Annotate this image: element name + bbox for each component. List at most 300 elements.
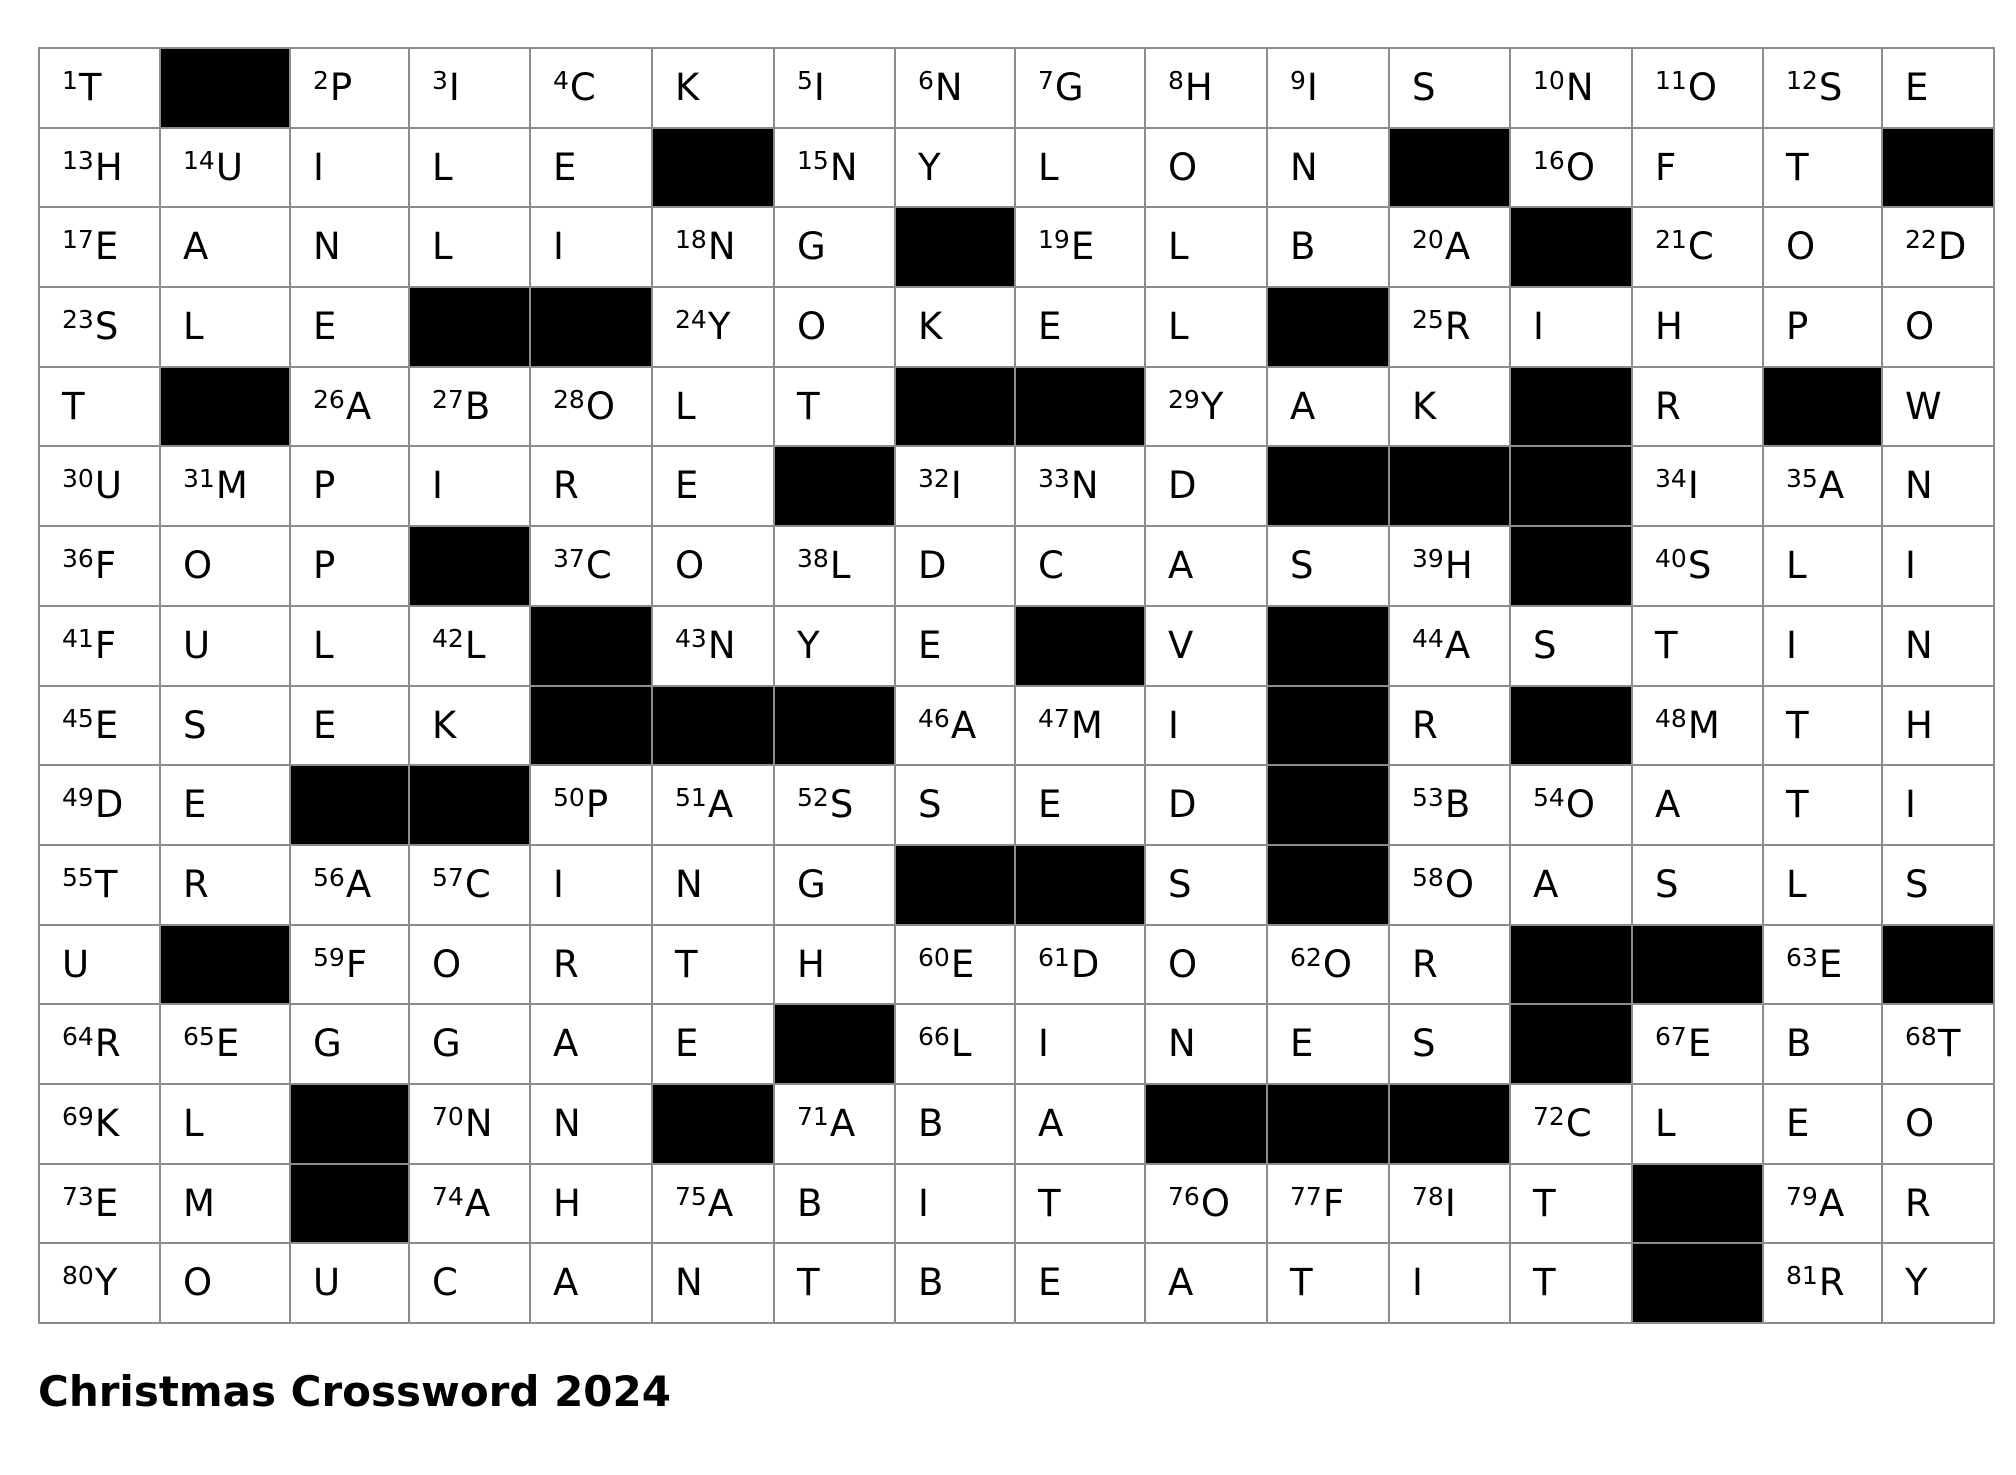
cell-content — [918, 303, 942, 351]
letter-cell[interactable] — [652, 925, 774, 1005]
cell-content — [675, 622, 736, 674]
letter-cell[interactable] — [160, 1084, 290, 1164]
letter-cell[interactable] — [1145, 367, 1267, 447]
letter-cell[interactable] — [1015, 207, 1145, 287]
cell-content — [1905, 861, 1929, 909]
letter-cell[interactable] — [39, 1243, 160, 1323]
letter-cell[interactable] — [530, 765, 652, 845]
cell-content — [918, 941, 974, 993]
letter-cell[interactable] — [39, 48, 160, 128]
letter-cell[interactable] — [1632, 207, 1763, 287]
letter-cell[interactable] — [39, 606, 160, 686]
letter-cell[interactable] — [1882, 1084, 1994, 1164]
letter-cell[interactable] — [1267, 128, 1389, 208]
cell-letter: A — [1168, 1261, 1194, 1305]
letter-cell[interactable] — [530, 526, 652, 606]
letter-cell[interactable] — [1015, 446, 1145, 526]
letter-cell[interactable] — [652, 207, 774, 287]
cell-letter: H — [553, 1181, 581, 1225]
letter-cell[interactable] — [652, 1164, 774, 1244]
letter-cell[interactable] — [1267, 1164, 1389, 1244]
cell-content — [1038, 223, 1094, 275]
letter-cell[interactable] — [409, 207, 530, 287]
letter-cell[interactable] — [1389, 1004, 1510, 1084]
cell-content — [553, 223, 564, 271]
letter-cell[interactable] — [652, 367, 774, 447]
letter-cell[interactable] — [1015, 48, 1145, 128]
letter-cell[interactable] — [1510, 1084, 1632, 1164]
cell-letter: O — [1905, 1101, 1935, 1145]
letter-cell[interactable] — [1267, 367, 1389, 447]
letter-cell[interactable] — [895, 1164, 1015, 1244]
letter-cell[interactable] — [1510, 1243, 1632, 1323]
letter-cell[interactable] — [1882, 686, 1994, 766]
clue-number: 17 — [62, 225, 94, 255]
cell-letter: S — [1905, 862, 1929, 906]
cell-content — [1168, 702, 1179, 750]
letter-cell[interactable] — [1145, 845, 1267, 925]
letter-cell[interactable] — [290, 446, 409, 526]
letter-cell[interactable] — [1267, 48, 1389, 128]
cell-letter: L — [183, 305, 204, 349]
letter-cell[interactable] — [409, 1243, 530, 1323]
cell-content — [313, 1259, 340, 1307]
letter-cell[interactable] — [1632, 1084, 1763, 1164]
cell-letter: A — [345, 384, 372, 428]
letter-cell[interactable] — [1763, 686, 1882, 766]
cell-letter: F — [1322, 1181, 1345, 1225]
letter-cell[interactable] — [290, 1243, 409, 1323]
cell-letter: E — [1038, 1261, 1062, 1305]
cell-letter: A — [1818, 464, 1845, 508]
letter-cell[interactable] — [1015, 1243, 1145, 1323]
cell-letter: E — [1038, 783, 1062, 827]
letter-cell[interactable] — [652, 1004, 774, 1084]
letter-cell[interactable] — [1015, 925, 1145, 1005]
cell-content — [675, 223, 736, 275]
letter-cell[interactable] — [1763, 1164, 1882, 1244]
letter-cell[interactable] — [290, 526, 409, 606]
letter-cell[interactable] — [774, 1164, 895, 1244]
letter-cell[interactable] — [1763, 287, 1882, 367]
letter-cell[interactable] — [652, 1243, 774, 1323]
letter-cell[interactable] — [774, 287, 895, 367]
letter-cell[interactable] — [39, 845, 160, 925]
letter-cell[interactable] — [1389, 526, 1510, 606]
letter-cell[interactable] — [1763, 845, 1882, 925]
letter-cell[interactable] — [1632, 287, 1763, 367]
letter-cell[interactable] — [1389, 845, 1510, 925]
letter-cell[interactable] — [409, 606, 530, 686]
letter-cell[interactable] — [160, 686, 290, 766]
cell-content — [553, 941, 579, 989]
clue-number: 33 — [1038, 464, 1070, 494]
cell-letter: L — [1038, 145, 1059, 189]
letter-cell[interactable] — [39, 765, 160, 845]
letter-cell[interactable] — [1882, 367, 1994, 447]
letter-cell[interactable] — [1145, 446, 1267, 526]
letter-cell[interactable] — [290, 606, 409, 686]
letter-cell[interactable] — [895, 925, 1015, 1005]
letter-cell[interactable] — [1510, 1164, 1632, 1244]
cell-letter: E — [675, 1022, 699, 1066]
cell-letter: O — [675, 544, 705, 588]
letter-cell[interactable] — [1632, 1004, 1763, 1084]
cell-letter: T — [1786, 783, 1809, 827]
cell-content — [1655, 1100, 1676, 1148]
letter-cell[interactable] — [409, 845, 530, 925]
letter-cell[interactable] — [895, 686, 1015, 766]
letter-cell[interactable] — [1763, 925, 1882, 1005]
letter-cell[interactable] — [39, 1004, 160, 1084]
letter-cell[interactable] — [39, 1084, 160, 1164]
letter-cell[interactable] — [530, 207, 652, 287]
letter-cell[interactable] — [895, 287, 1015, 367]
cell-letter: L — [1168, 225, 1189, 269]
cell-letter: T — [1533, 1181, 1556, 1225]
letter-cell[interactable] — [1145, 287, 1267, 367]
cell-letter: U — [313, 1261, 341, 1305]
letter-cell[interactable] — [1882, 1243, 1994, 1323]
cell-letter: S — [1168, 862, 1192, 906]
letter-cell[interactable] — [160, 1004, 290, 1084]
letter-cell[interactable] — [409, 686, 530, 766]
letter-cell[interactable] — [1015, 686, 1145, 766]
letter-cell[interactable] — [1389, 765, 1510, 845]
letter-cell[interactable] — [1145, 765, 1267, 845]
letter-cell[interactable] — [1632, 765, 1763, 845]
letter-cell[interactable] — [1882, 48, 1994, 128]
cell-letter: T — [94, 862, 118, 906]
cell-content — [1905, 1100, 1934, 1148]
letter-cell[interactable] — [1632, 845, 1763, 925]
letter-cell[interactable] — [895, 1243, 1015, 1323]
letter-cell[interactable] — [39, 446, 160, 526]
letter-cell[interactable] — [39, 367, 160, 447]
black-square — [530, 287, 652, 367]
letter-cell[interactable] — [1510, 287, 1632, 367]
letter-cell[interactable] — [290, 48, 409, 128]
cell-content — [62, 223, 118, 275]
letter-cell[interactable] — [409, 1164, 530, 1244]
letter-cell[interactable] — [409, 367, 530, 447]
letter-cell[interactable] — [1882, 606, 1994, 686]
cell-letter: C — [464, 862, 491, 906]
letter-cell[interactable] — [290, 207, 409, 287]
letter-cell[interactable] — [160, 845, 290, 925]
letter-cell[interactable] — [409, 1004, 530, 1084]
letter-cell[interactable] — [1510, 128, 1632, 208]
cell-letter: N — [1290, 145, 1318, 189]
letter-cell[interactable] — [652, 606, 774, 686]
letter-cell[interactable] — [774, 925, 895, 1005]
letter-cell[interactable] — [39, 686, 160, 766]
cell-letter: E — [215, 1022, 240, 1066]
cell-content — [1168, 223, 1189, 271]
letter-cell[interactable] — [1510, 845, 1632, 925]
letter-cell[interactable] — [1267, 925, 1389, 1005]
letter-cell[interactable] — [530, 1084, 652, 1164]
letter-cell[interactable] — [1015, 765, 1145, 845]
letter-cell[interactable] — [1763, 1243, 1882, 1323]
letter-cell[interactable] — [1882, 1164, 1994, 1244]
letter-cell[interactable] — [290, 925, 409, 1005]
letter-cell[interactable] — [1763, 1084, 1882, 1164]
letter-cell[interactable] — [1145, 128, 1267, 208]
cell-letter: O — [1168, 942, 1198, 986]
letter-cell[interactable] — [1763, 446, 1882, 526]
cell-letter: R — [183, 862, 209, 906]
clue-number: 25 — [1412, 305, 1444, 335]
letter-cell[interactable] — [1882, 845, 1994, 925]
letter-cell[interactable] — [1632, 48, 1763, 128]
letter-cell[interactable] — [530, 128, 652, 208]
cell-content — [432, 622, 485, 674]
letter-cell[interactable] — [774, 367, 895, 447]
cell-content — [1905, 1259, 1928, 1307]
letter-cell[interactable] — [774, 128, 895, 208]
letter-cell[interactable] — [1389, 1164, 1510, 1244]
cell-content — [1786, 861, 1807, 909]
letter-cell[interactable] — [1882, 765, 1994, 845]
letter-cell[interactable] — [1145, 207, 1267, 287]
letter-cell[interactable] — [1145, 1004, 1267, 1084]
letter-cell[interactable] — [1145, 606, 1267, 686]
letter-cell[interactable] — [1145, 48, 1267, 128]
letter-cell[interactable] — [1145, 1243, 1267, 1323]
letter-cell[interactable] — [39, 207, 160, 287]
letter-cell[interactable] — [1510, 48, 1632, 128]
letter-cell[interactable] — [160, 606, 290, 686]
letter-cell[interactable] — [774, 526, 895, 606]
letter-cell[interactable] — [290, 686, 409, 766]
letter-cell[interactable] — [530, 1243, 652, 1323]
clue-number: 23 — [62, 305, 94, 335]
letter-cell[interactable] — [652, 765, 774, 845]
letter-cell[interactable] — [895, 446, 1015, 526]
letter-cell[interactable] — [160, 1243, 290, 1323]
letter-cell[interactable] — [1389, 1243, 1510, 1323]
cell-content — [675, 542, 704, 590]
cell-content — [62, 941, 89, 989]
cell-content — [1038, 1259, 1061, 1307]
cell-letter: T — [78, 66, 102, 109]
letter-cell[interactable] — [652, 526, 774, 606]
letter-cell[interactable] — [1510, 765, 1632, 845]
cell-letter: M — [215, 464, 248, 508]
clue-number: 73 — [62, 1181, 94, 1211]
cell-content — [918, 64, 963, 116]
letter-cell[interactable] — [409, 128, 530, 208]
letter-cell[interactable] — [774, 48, 895, 128]
cell-letter: P — [1786, 305, 1809, 349]
letter-cell[interactable] — [39, 1164, 160, 1244]
letter-cell[interactable] — [1882, 1004, 1994, 1084]
cell-content — [432, 702, 456, 750]
letter-cell[interactable] — [895, 606, 1015, 686]
letter-cell[interactable] — [1015, 1084, 1145, 1164]
letter-cell[interactable] — [39, 526, 160, 606]
cell-content — [1412, 64, 1436, 112]
letter-cell[interactable] — [1389, 207, 1510, 287]
letter-cell[interactable] — [290, 1004, 409, 1084]
letter-cell[interactable] — [1015, 1164, 1145, 1244]
letter-cell[interactable] — [1015, 1004, 1145, 1084]
letter-cell[interactable] — [530, 925, 652, 1005]
cell-content — [313, 941, 367, 993]
letter-cell[interactable] — [160, 287, 290, 367]
letter-cell[interactable] — [774, 1243, 895, 1323]
letter-cell[interactable] — [1763, 606, 1882, 686]
letter-cell[interactable] — [39, 128, 160, 208]
letter-cell[interactable] — [1763, 526, 1882, 606]
letter-cell[interactable] — [895, 1004, 1015, 1084]
letter-cell[interactable] — [1632, 606, 1763, 686]
letter-cell[interactable] — [1632, 686, 1763, 766]
black-square — [1882, 925, 1994, 1005]
letter-cell[interactable] — [1015, 287, 1145, 367]
letter-cell[interactable] — [290, 845, 409, 925]
letter-cell[interactable] — [160, 446, 290, 526]
letter-cell[interactable] — [652, 446, 774, 526]
cell-content — [1412, 1020, 1436, 1068]
letter-cell[interactable] — [652, 287, 774, 367]
letter-cell[interactable] — [1763, 207, 1882, 287]
letter-cell[interactable] — [530, 845, 652, 925]
letter-cell[interactable] — [895, 48, 1015, 128]
letter-cell[interactable] — [895, 128, 1015, 208]
black-square — [530, 606, 652, 686]
letter-cell[interactable] — [1389, 48, 1510, 128]
clue-number: 56 — [313, 862, 345, 892]
letter-cell[interactable] — [530, 1004, 652, 1084]
letter-cell[interactable] — [1632, 128, 1763, 208]
letter-cell[interactable] — [1632, 367, 1763, 447]
letter-cell[interactable] — [290, 287, 409, 367]
letter-cell[interactable] — [1632, 526, 1763, 606]
clue-number: 16 — [1533, 145, 1565, 175]
letter-cell[interactable] — [409, 446, 530, 526]
letter-cell[interactable] — [1882, 446, 1994, 526]
cell-letter: I — [1687, 464, 1699, 508]
letter-cell[interactable] — [1763, 765, 1882, 845]
letter-cell[interactable] — [1015, 128, 1145, 208]
letter-cell[interactable] — [1267, 1004, 1389, 1084]
letter-cell[interactable] — [1763, 128, 1882, 208]
cell-letter: D — [1168, 464, 1197, 508]
cell-content — [1905, 1180, 1931, 1228]
letter-cell[interactable] — [160, 1164, 290, 1244]
letter-cell[interactable] — [1632, 446, 1763, 526]
letter-cell[interactable] — [774, 1084, 895, 1164]
cell-content — [553, 542, 612, 594]
letter-cell[interactable] — [774, 606, 895, 686]
letter-cell[interactable] — [530, 48, 652, 128]
letter-cell[interactable] — [652, 845, 774, 925]
letter-cell[interactable] — [1145, 1164, 1267, 1244]
letter-cell[interactable] — [160, 207, 290, 287]
clue-number: 63 — [1786, 942, 1818, 972]
cell-letter: T — [797, 384, 820, 428]
letter-cell[interactable] — [774, 207, 895, 287]
letter-cell[interactable] — [1389, 686, 1510, 766]
letter-cell[interactable] — [409, 925, 530, 1005]
letter-cell[interactable] — [530, 367, 652, 447]
letter-cell[interactable] — [1510, 606, 1632, 686]
letter-cell[interactable] — [160, 765, 290, 845]
clue-number: 38 — [797, 544, 829, 574]
puzzle-title: Christmas Crossword 2024 — [38, 1367, 671, 1416]
cell-content — [1412, 1180, 1456, 1232]
letter-cell[interactable] — [1389, 606, 1510, 686]
letter-cell[interactable] — [895, 1084, 1015, 1164]
cell-letter: H — [1655, 305, 1683, 349]
letter-cell[interactable] — [39, 925, 160, 1005]
cell-content — [432, 1180, 490, 1232]
letter-cell[interactable] — [1267, 1243, 1389, 1323]
black-square — [1510, 925, 1632, 1005]
letter-cell[interactable] — [160, 128, 290, 208]
cell-letter: L — [1168, 305, 1189, 349]
black-square — [1015, 845, 1145, 925]
letter-cell[interactable] — [895, 526, 1015, 606]
letter-cell[interactable] — [1882, 287, 1994, 367]
cell-content — [1655, 781, 1680, 829]
cell-letter: I — [1168, 703, 1179, 747]
letter-cell[interactable] — [774, 765, 895, 845]
letter-cell[interactable] — [160, 526, 290, 606]
letter-cell[interactable] — [1763, 1004, 1882, 1084]
letter-cell[interactable] — [774, 845, 895, 925]
letter-cell[interactable] — [530, 446, 652, 526]
cell-content — [1038, 702, 1103, 754]
cell-letter: N — [1565, 66, 1594, 109]
cell-content — [1905, 462, 1933, 510]
grid-row — [39, 925, 1994, 1005]
cell-content — [1905, 542, 1916, 590]
letter-cell[interactable] — [290, 367, 409, 447]
letter-cell[interactable] — [895, 765, 1015, 845]
letter-cell[interactable] — [652, 48, 774, 128]
letter-cell[interactable] — [1389, 367, 1510, 447]
letter-cell[interactable] — [1389, 925, 1510, 1005]
cell-letter: A — [1818, 1181, 1845, 1225]
letter-cell[interactable] — [1882, 207, 1994, 287]
letter-cell[interactable] — [1145, 526, 1267, 606]
cell-content — [432, 1020, 461, 1068]
letter-cell[interactable] — [530, 1164, 652, 1244]
letter-cell[interactable] — [1015, 526, 1145, 606]
letter-cell[interactable] — [1267, 207, 1389, 287]
cell-content — [675, 303, 730, 355]
cell-letter: T — [675, 942, 698, 986]
letter-cell[interactable] — [1267, 526, 1389, 606]
letter-cell[interactable] — [409, 1084, 530, 1164]
cell-letter: G — [432, 1022, 461, 1066]
clue-number: 8 — [1168, 66, 1184, 95]
letter-cell[interactable] — [39, 287, 160, 367]
letter-cell[interactable] — [1145, 686, 1267, 766]
letter-cell[interactable] — [1882, 526, 1994, 606]
letter-cell[interactable] — [1763, 48, 1882, 128]
cell-content — [797, 303, 826, 351]
letter-cell[interactable] — [1145, 925, 1267, 1005]
letter-cell[interactable] — [1389, 287, 1510, 367]
clue-number: 70 — [432, 1101, 464, 1131]
letter-cell[interactable] — [409, 48, 530, 128]
cell-letter: A — [1038, 1101, 1064, 1145]
letter-cell[interactable] — [290, 128, 409, 208]
